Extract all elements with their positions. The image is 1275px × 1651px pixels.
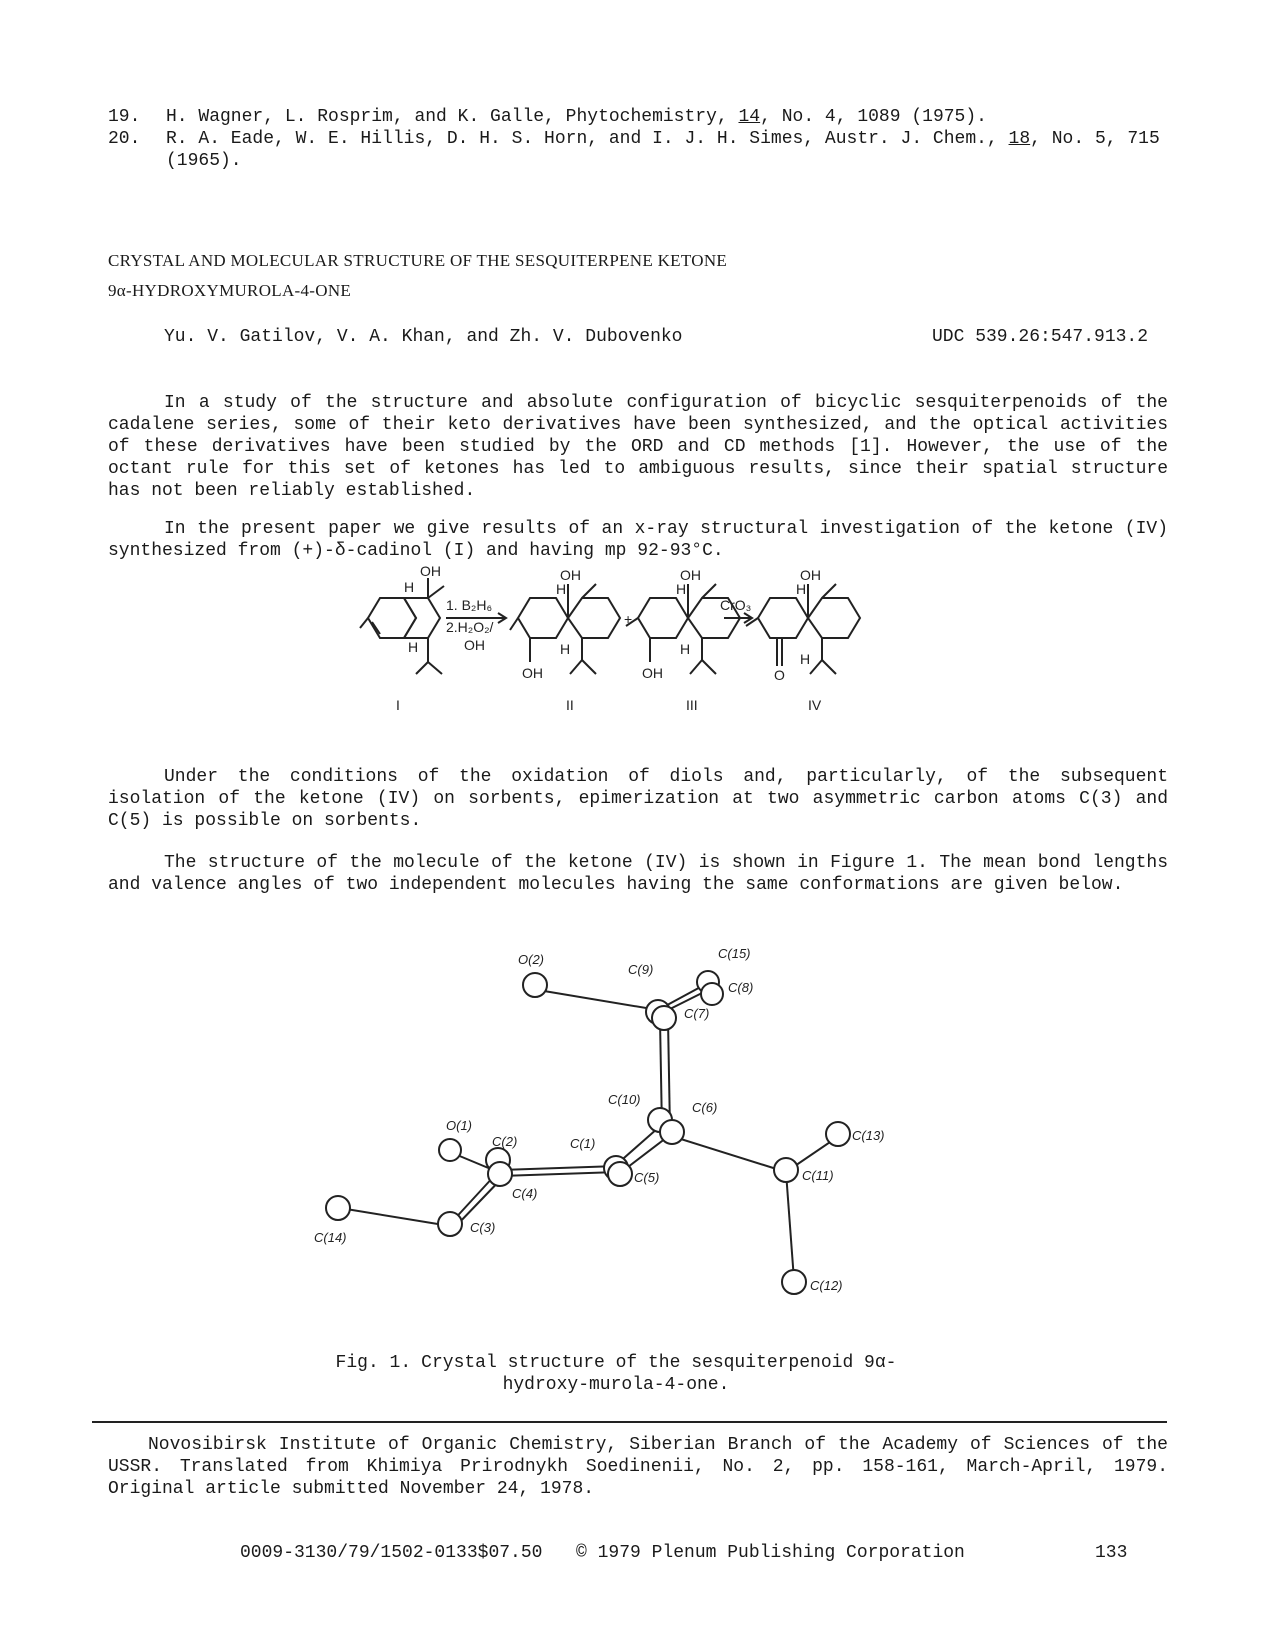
compound-ii-oh-bottom: OH <box>522 665 543 681</box>
atom-c14 <box>326 1196 350 1220</box>
paragraph-present-paper: In the present paper we give results of an x-ray structural investigation of the ketone (IV) synthesized from (+)-δ-cadinol (I) and having mp 92-93°C. <box>108 519 1168 561</box>
reagent-oxidant: CrO₃ <box>720 597 752 613</box>
compound-iv-oh: OH <box>800 567 821 583</box>
label-c6: C(6) <box>692 1100 718 1115</box>
compound-iv-o: O <box>774 667 785 683</box>
figure-caption-text: Crystal structure of the sesquiterpenoid 9α-hydroxy-murola-4-one. <box>421 1353 897 1395</box>
reference-list <box>108 106 1178 172</box>
reference-volume: 18 <box>1008 129 1031 149</box>
atom-c6 <box>660 1120 684 1144</box>
label-c2: C(2) <box>492 1134 518 1149</box>
label-c1: C(1) <box>570 1136 596 1151</box>
reference-item <box>108 128 1178 172</box>
label-o1: O(1) <box>446 1118 472 1133</box>
compound-iv-h-bottom: H <box>800 651 811 667</box>
page-number: 133 <box>1095 1543 1128 1563</box>
compound-iii-h: H <box>676 581 687 597</box>
compound-i-h: H <box>404 579 415 595</box>
atom-c11 <box>774 1158 798 1182</box>
compound-iii-oh: OH <box>680 567 701 583</box>
compound-iii-oh-bottom: OH <box>642 665 663 681</box>
label-c4: C(4) <box>512 1186 538 1201</box>
compound-ii-h-bottom: H <box>560 641 571 657</box>
reagent-1: 1. B₂H₆ <box>446 597 493 613</box>
compound-iii-h-bottom: H <box>680 641 691 657</box>
atom-c5 <box>608 1162 632 1186</box>
figure-caption-label: Fig. 1. <box>335 1353 412 1373</box>
label-c14: C(14) <box>314 1230 347 1245</box>
figure-caption <box>306 1352 926 1396</box>
footnote-divider <box>92 1421 1167 1423</box>
compound-ii-oh: OH <box>560 567 581 583</box>
paragraph-figure-ref: The structure of the molecule of the ketone (IV) is shown in Figure 1. The mean bond lengths and valence angles of two independent molecules having the same conformations are given below. <box>108 853 1168 895</box>
paragraph-oxidation: Under the conditions of the oxidation of diols and, particularly, of the subsequent isolation of the ketone (IV) on sorbents, epimerization at two asymmetric carbon atoms C(3) and C(5) is possible on sorbents. <box>108 767 1168 831</box>
atom-c4 <box>488 1162 512 1186</box>
article-code: 0009-3130/79/1502-0133$07.50 <box>240 1543 543 1563</box>
atom-c8 <box>701 983 723 1005</box>
label-c12: C(12) <box>810 1278 843 1293</box>
udc-code: UDC 539.26:547.913.2 <box>932 327 1149 347</box>
compound-i-oh: OH <box>420 563 441 579</box>
reference-text: H. Wagner, L. Rosprim, and K. Galle, Phytochemistry, 14, No. 4, 1089 (1975). <box>166 107 987 127</box>
label-o2: O(2) <box>518 952 544 967</box>
atom-c7 <box>652 1006 676 1030</box>
title-line-2: 9α-HYDROXYMUROLA-4-ONE <box>108 281 352 300</box>
affiliation-footnote: Novosibirsk Institute of Organic Chemistry, Siberian Branch of the Academy of Sciences of the USSR. Translated from Khimiya Prirodnykh Soedinenii, No. 2, pp. 158-161, March-April, 1979. Original article submitted November 24, 1978. <box>108 1435 1168 1499</box>
article-title <box>108 246 727 306</box>
atom-c13 <box>826 1122 850 1146</box>
reaction-scheme <box>360 563 880 720</box>
label-c5: C(5) <box>634 1170 660 1185</box>
compound-label-i: I <box>396 697 400 713</box>
atom-c3 <box>438 1212 462 1236</box>
atoms <box>326 971 850 1294</box>
bonds <box>340 984 836 1280</box>
label-c10: C(10) <box>608 1092 641 1107</box>
paragraph-intro: In a study of the structure and absolute configuration of bicyclic sesquiterpenoids of the cadalene series, some of their keto derivatives have been synthesized, and the optical activities of these derivatives have been studied by the ORD and CD methods [1]. However, the use of the octant rule for this set of ketones has led to ambiguous results, since their spatial structure has not been reliably established. <box>108 393 1168 501</box>
label-c15: C(15) <box>718 946 751 961</box>
compound-ii-structure <box>510 584 620 674</box>
compound-label-ii: II <box>566 697 574 713</box>
reference-number: 19. <box>108 107 141 127</box>
title-line-1: CRYSTAL AND MOLECULAR STRUCTURE OF THE SESQUITERPENE KETONE <box>108 251 728 270</box>
scheme-plus: + <box>624 611 633 627</box>
compound-i-h-bottom: H <box>408 639 419 655</box>
compound-ii-h: H <box>556 581 567 597</box>
compound-label-iv: IV <box>808 697 822 713</box>
reference-text: R. A. Eade, W. E. Hillis, D. H. S. Horn, and I. J. H. Simes, Austr. J. Chem., 18, No. 5, 715 (1965). <box>166 129 1160 171</box>
label-c3: C(3) <box>470 1220 496 1235</box>
reference-number: 20. <box>108 129 141 149</box>
label-c13: C(13) <box>852 1128 885 1143</box>
compound-i-structure <box>360 578 444 674</box>
reference-volume: 14 <box>738 107 761 127</box>
label-c11: C(11) <box>802 1168 834 1183</box>
label-c8: C(8) <box>728 980 754 995</box>
label-c7: C(7) <box>684 1006 710 1021</box>
crystal-structure-figure <box>314 946 920 1340</box>
atom-o2 <box>523 973 547 997</box>
reference-item <box>108 106 1178 128</box>
atom-c12 <box>782 1270 806 1294</box>
atom-o1 <box>439 1139 461 1161</box>
label-c9: C(9) <box>628 962 654 977</box>
compound-label-iii: III <box>686 697 698 713</box>
reagent-2: 2.H₂O₂/ <box>446 619 494 635</box>
copyright-notice: © 1979 Plenum Publishing Corporation <box>576 1543 965 1563</box>
atom-labels <box>314 946 885 1293</box>
compound-iv-h: H <box>796 581 807 597</box>
author-list: Yu. V. Gatilov, V. A. Khan, and Zh. V. Dubovenko <box>164 327 683 347</box>
reagent-3: OH <box>464 637 485 653</box>
